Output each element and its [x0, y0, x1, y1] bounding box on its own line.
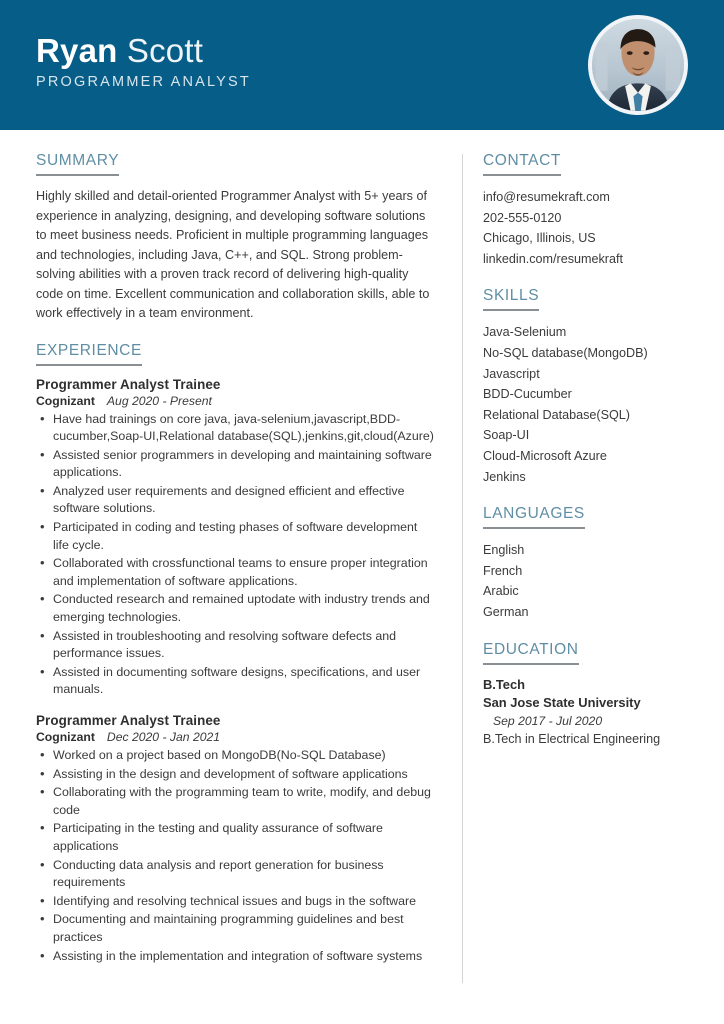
education-degree: B.Tech	[483, 676, 526, 692]
contact-email[interactable]: info@resumekraft.com	[483, 190, 610, 204]
list-item: English	[483, 543, 525, 558]
list-item: No-SQL database(MongoDB)	[483, 345, 648, 360]
summary-text: Highly skilled and detail-oriented Programmer Analyst with 5+ years of experience in analyzing, designing, and developing software solutions to meet business needs. Proficient in multiple programming languages and technologies, including Java, C++, and SQL. Strong problem-solving abilities with a proven track record of delivering high-quality code on time. Excellent communication and collaboration skills, able to work effectively in a team environment.	[36, 189, 430, 320]
section-contact	[483, 152, 706, 269]
skills-heading: SKILLS	[483, 287, 539, 311]
experience-entry	[36, 377, 434, 700]
list-item: • Participating in the testing and quality assurance of software applications	[53, 820, 434, 855]
contact-heading: CONTACT	[483, 152, 561, 176]
experience-dates: Dec 2020 - Jan 2021	[106, 730, 221, 744]
list-item: Jenkins	[483, 469, 526, 484]
last-name: Scott	[126, 32, 204, 69]
contact-phone[interactable]: 202-555-0120	[483, 210, 562, 225]
list-item: Javascript	[483, 366, 540, 381]
sidebar-column	[463, 152, 724, 766]
section-experience	[36, 342, 434, 966]
list-item: Arabic	[483, 584, 519, 599]
list-item: • Assisting in the implementation and integration of software systems	[53, 948, 434, 966]
languages-list	[483, 540, 706, 622]
list-item: Cloud-Microsoft Azure	[483, 448, 607, 463]
contact-location: Chicago, Illinois, US	[483, 231, 596, 246]
experience-meta	[36, 730, 434, 744]
main-column	[0, 152, 462, 983]
header-banner	[0, 0, 724, 130]
list-item: • Assisted senior programmers in developing and maintaining software applications.	[53, 447, 434, 482]
skills-list	[483, 322, 706, 487]
name-space	[118, 32, 127, 69]
avatar	[588, 15, 688, 115]
list-item: BDD-Cucumber	[483, 387, 572, 402]
list-item: • Analyzed user requirements and designed efficient and effective software solutions.	[53, 483, 434, 518]
list-item: Soap-UI	[483, 428, 530, 443]
content-columns	[0, 130, 724, 983]
list-item: • Collaborating with the programming team to write, modify, and debug code	[53, 784, 434, 819]
name-block	[36, 32, 251, 98]
section-languages	[483, 505, 706, 622]
list-item: Java-Selenium	[483, 325, 567, 340]
professional-title: PROGRAMMER ANALYST	[36, 74, 251, 90]
education-field: B.Tech in Electrical Engineering	[483, 731, 661, 746]
summary-heading: SUMMARY	[36, 152, 119, 176]
experience-company: Cognizant	[36, 393, 95, 408]
education-heading: EDUCATION	[483, 641, 579, 665]
education-school: San Jose State University	[483, 694, 641, 710]
experience-bullets	[36, 747, 434, 965]
experience-role: Programmer Analyst Trainee	[36, 713, 221, 728]
section-summary	[36, 152, 434, 324]
list-item: Relational Database(SQL)	[483, 407, 631, 422]
section-education	[483, 641, 706, 748]
contact-linkedin[interactable]: linkedin.com/resumekraft	[483, 251, 623, 266]
list-item: • Collaborated with crossfunctional teams to ensure proper integration and implementation of software applications.	[53, 555, 434, 590]
list-item: • Worked on a project based on MongoDB(No-SQL Database)	[53, 747, 434, 765]
list-item: • Have had trainings on core java, java-selenium,javascript,BDD-cucumber,Soap-UI,Relational database(SQL),jenkins,git,cloud(Azure)	[53, 411, 434, 446]
experience-role: Programmer Analyst Trainee	[36, 376, 221, 392]
list-item: • Participated in coding and testing phases of software development life cycle.	[53, 519, 434, 554]
list-item: • Documenting and maintaining programming guidelines and best practices	[53, 911, 434, 946]
experience-bullets	[36, 411, 434, 700]
list-item: • Conducting data analysis and report generation for business requirements	[53, 857, 434, 892]
experience-heading: EXPERIENCE	[36, 342, 142, 366]
list-item: • Assisting in the design and development of software applications	[53, 766, 434, 784]
list-item: • Assisted in documenting software designs, specifications, and user manuals.	[53, 664, 434, 699]
languages-heading: LANGUAGES	[483, 505, 585, 529]
avatar-photo-icon	[592, 19, 684, 111]
experience-dates: Aug 2020 - Present	[106, 393, 212, 408]
list-item: French	[483, 563, 523, 578]
first-name: Ryan	[36, 32, 118, 69]
experience-entry	[36, 713, 434, 965]
experience-meta	[36, 394, 434, 408]
list-item: German	[483, 604, 529, 619]
section-skills	[483, 287, 706, 487]
list-item: • Conducted research and remained uptodate with industry trends and emerging technologies.	[53, 591, 434, 626]
contact-list	[483, 187, 706, 269]
list-item: • Identifying and resolving technical issues and bugs in the software	[53, 893, 434, 911]
list-item: • Assisted in troubleshooting and resolving software defects and performance issues.	[53, 628, 434, 663]
experience-company: Cognizant	[36, 730, 95, 744]
page-title	[36, 32, 251, 70]
education-entry	[483, 676, 706, 748]
education-dates: Sep 2017 - Jul 2020	[493, 713, 603, 728]
